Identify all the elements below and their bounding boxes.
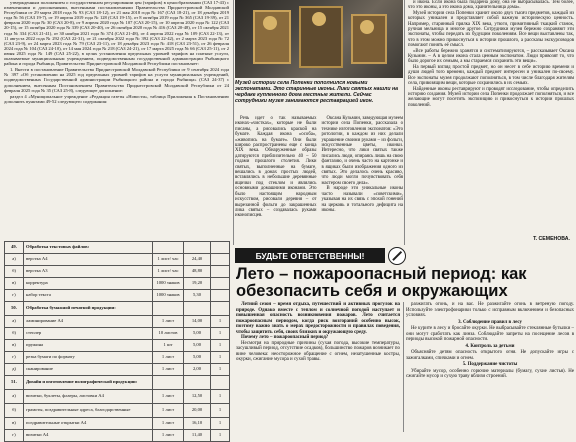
table-cell: 1 xyxy=(211,404,230,418)
table-cell: 1 xyxy=(211,316,230,328)
table-cell: 1 лист xyxy=(153,316,184,328)
article-paragraph: Летний сезон – время отдыха, путешествий и активных прогулок на природе. Однако вместе с теплом и солнечной погодой наступает и повышенная опасность возникновения пожаров. Лето считается пожароопасным периодом, когда риск возгораний особенно высок, поэтому важно знать о мерах предосторожности и правилах поведения, чтобы защитить себя, своих близких и окружающую среду. xyxy=(236,302,400,335)
table-row xyxy=(5,390,230,404)
article-paragraph: Несмотря на природные причины (сухая погода, высокие температуры, засушливый период, отсутствие осадков), большинство пожаров возникает по вине человека: неосторожное обращение с огнем, незатушенные костры, окурки, сжигание мусора и сухой травы. xyxy=(236,340,400,362)
continued-body xyxy=(406,0,576,108)
table-cell: 1 лист xyxy=(153,390,184,404)
rubric-banner: БУДЬТЕ ОТВЕТСТВЕННЫ! xyxy=(235,248,385,263)
table-cell: верстка А3 xyxy=(24,266,153,278)
table-section-row xyxy=(5,302,230,316)
table-cell: 1 xyxy=(211,430,230,442)
decree-paragraph: раздел 4 «Муниципальное учреждение «Редакция газеты «Новости», таблица Приложения к Постановлению дополнить пунктами 49-52 следующего содержания: xyxy=(4,93,229,104)
table-cell xyxy=(211,278,230,290)
table-cell: поздравительные открытки А4 xyxy=(24,418,153,430)
table-cell: 12,50 xyxy=(184,390,211,404)
table-cell: 5,30 xyxy=(184,290,211,302)
table-cell: набор текста xyxy=(24,290,153,302)
table-cell: 1 лист/ час xyxy=(153,254,184,266)
table-cell: корректура xyxy=(24,278,153,290)
fire-article-left xyxy=(236,302,400,432)
museum-article-continued xyxy=(406,0,576,245)
table-cell: Обработка текстовых файлов: xyxy=(24,242,153,254)
table-cell: 2,00 xyxy=(184,364,211,376)
table-section-row xyxy=(5,242,230,254)
halo-shape xyxy=(360,20,374,34)
article-paragraph: Почему лето – пожароопасный период? xyxy=(241,335,329,340)
halo-shape xyxy=(263,16,277,30)
table-cell: 19,20 xyxy=(184,278,211,290)
table-cell: визитки А4 xyxy=(24,430,153,442)
table-cell: пружина xyxy=(24,340,153,352)
decree-paragraph: утвержденным положением о государственном регулировании цен (тарифов) в ценообразовании (САЗ 17-43) с изменениями и дополнениями, внесенными постановлениями Правительства Приднестровской Молдавской Республики от 29 марта 2018 года № 93 (САЗ 18-12), от 21 мая 2018 года № 167 (САЗ 18-21), от 18 декабря 2019 года № 56 (САЗ 19-7), от 19 апреля 2019 года № 128 (САЗ 19-15), от 8 октября 2019 года № 365 (САЗ 19-39), от 21 февраля 2020 года № 30 (САЗ 20-8), от 9 апреля 2020 года № 107 (САЗ 20-15), от 10 апреля 2020 года № 122 (САЗ 20-15), от 15 октября 2020 года № 339 (САЗ 20-40), от 26 октября 2020 года № 416 (САЗ 20-48), от 15 октября 2021 года № 334 (САЗ 21-41), от 30 ноября 2021 года № 374 (САЗ 21-48), от 4 апреля 2022 года № 109 (САЗ 22-13), от 11 августа 2022 года № 292 (САЗ 22-31), от 21 октября 2022 года № 392 (САЗ 22-42), от 2 марта 2023 года № 72 (САЗ 23-9), от 24 марта 2023 года № 79 (САЗ 23-11), от 18 декабря 2023 года № 418 (САЗ 23-51), от 26 февраля 2024 года № 104 (САЗ 24-10), от 14 мая 2024 года № 218 (САЗ 24-21), от 17 марта 2025 года № 66 (САЗ 25-11), от 2 июня 2025 года № 149 (САЗ 25-22), в целях установления предельных уровней тарифов на платные услуги, оказываемые муниципальным учреждением, подведомственным государственной администрации Рыбницкого района и города Рыбница, Правительство Приднестровской Молдавской Республики постановляет: xyxy=(4,0,229,67)
article-headline: Лето – пожароопасный период: как обезопасить себя и окружающих xyxy=(236,265,527,300)
table-cell xyxy=(184,302,211,316)
table-row xyxy=(5,404,230,418)
photo-caption: Музей истории села Попенки пополнился новыми экспонатами. Это старинные иконы. Лики святых нашли на чердаке купленного дома местные жители. Сейчас сотрудники музея занимаются реставрацией икон. xyxy=(235,80,398,104)
table-cell: 1 xyxy=(211,340,230,352)
decree-paragraph: 1. Внести в постановление Правительства Приднестровской Молдавской Республики от 9 сентября 2024 года № 397 «Об установлении на 2025 год предельных уровней тарифов на услуги муниципальных учреждений, подведомственных Государственной администрации Рыбницкого района и города Рыбница» (САЗ 24-37) с дополнением, внесенным Постановлением Правительства Приднестровской Молдавской Республики от 24 февраля 2025 года № 35 (САЗ 25-8), следующее дополнение: xyxy=(4,67,229,93)
table-cell: а) xyxy=(5,254,24,266)
table-row xyxy=(5,430,230,442)
table-cell: 1 лист xyxy=(153,404,184,418)
fire-article-right xyxy=(406,302,574,432)
table-cell: б) xyxy=(5,328,24,340)
museum-article xyxy=(235,0,403,245)
article-paragraph: Найденные иконы реставрируют и проводят исследование, чтобы определить историю создания. Музей истории села Попенки продолжает пополняться, и все желающие могут посетить экспозицию и прикоснуться к истории прошлых поколений. xyxy=(408,86,574,108)
author-signature: Т. СЕМЕНОВА. xyxy=(533,236,570,242)
decree-column xyxy=(0,0,232,438)
table-cell: в) xyxy=(5,418,24,430)
table-row xyxy=(5,266,230,278)
column-divider xyxy=(233,0,234,245)
table-row xyxy=(5,340,230,352)
table-cell: 5,00 xyxy=(184,352,211,364)
table-cell: д) xyxy=(5,364,24,376)
table-cell: 1 xyxy=(211,352,230,364)
article-paragraph: На первый взгляд простой предмет, но он несет в себе историю времени и души людей того времени, каждый предмет интересен и уникален по-своему. Все экспонаты музея продолжают пополняться, в том числе благодаря жителям села, привозящим вещи, которые сохранились в их семьях. xyxy=(408,64,574,87)
table-cell: а) xyxy=(5,316,24,328)
table-cell xyxy=(211,266,230,278)
table-cell: Дизайн и изготовление полиграфической продукции: xyxy=(24,376,153,390)
table-cell: 1 лист xyxy=(153,364,184,376)
table-cell: Обработка бумажной печатной продукции: xyxy=(24,302,153,316)
table-cell: 1 xyxy=(211,390,230,404)
table-cell: 1 xyxy=(211,418,230,430)
article-paragraph: Оксана Кузьмин, заведующая музеем истории села Попенки, рассказала о технике изготовления экспонатов: «Это ротологии, в каждом из них делали украшение своими руками – из фольги, искусственные цветы, иконки. Интересно, что лики святых также писались люди, опираясь лишь на свою фантазию, и очень часто на картонке и в ящиках были изображения одного из святых. Это делалось очень красиво, что люди могли почувствовать себя мастером своего дела». xyxy=(321,116,403,186)
table-cell: 49. xyxy=(5,242,24,254)
article-subheading: 3. Соблюдение правил в лесу xyxy=(458,319,522,325)
table-cell: 1 xyxy=(211,364,230,376)
table-cell: 10 листов xyxy=(153,328,184,340)
table-row xyxy=(5,290,230,302)
table-cell: 14,00 xyxy=(184,316,211,328)
table-cell xyxy=(153,302,184,316)
column-divider xyxy=(403,302,404,432)
table-cell: ламинирование А4 xyxy=(24,316,153,328)
museum-article-body xyxy=(235,116,403,244)
table-cell: 1000 знаков xyxy=(153,290,184,302)
table-cell: 20,00 xyxy=(184,404,211,418)
table-cell: 50. xyxy=(5,302,24,316)
article-subheading: 4. Контроль за детьми xyxy=(465,343,515,349)
halo-shape xyxy=(312,12,326,26)
table-cell: б) xyxy=(5,266,24,278)
table-cell xyxy=(211,254,230,266)
table-cell: в) xyxy=(5,278,24,290)
column-divider xyxy=(404,0,405,245)
table-cell: 16,10 xyxy=(184,418,211,430)
table-cell xyxy=(211,376,230,390)
article-subheading: 5. Поддержание чистоты xyxy=(462,362,518,367)
table-cell xyxy=(211,290,230,302)
table-row xyxy=(5,352,230,364)
table-cell: верстка А4 xyxy=(24,254,153,266)
table-section-row xyxy=(5,376,230,390)
article-paragraph: Речь идет о так называемых иконах-«чистках», которые не были писаны, а рисовались краской на бумаге. Каждая икона «особа», «живопись на бумаге». Они были широко распространены еще с конца XIX века. Обнаруженные образы датируются приблизительно 40 – 50 годами прошлого столетия. Лики святых, выполненные на бумаге, вешались в домах простых людей, вставлялись в небольшие деревянные ящички под стеклом и являлись основными домашними иконами. Это было настоящим народным искусством, рисовали деревня – от вырезанной фольги до закрашенных лика святых – создавалась руками иконописцев. xyxy=(235,116,317,219)
decree-text xyxy=(0,0,232,104)
article-paragraph: Не курите в лесу и бросайте окурки. Не выбрасывайте стеклянные бутылки – они могут сработать как линза. Соблюдайте запреты на посещение лесов в периоды высокой пожарной опасности. xyxy=(406,326,574,342)
table-row xyxy=(5,278,230,290)
table-row xyxy=(5,316,230,328)
table-cell: визитки, буклеты, флаеры, листовки А4 xyxy=(24,390,153,404)
table-cell: 1 шт xyxy=(153,340,184,352)
table-cell: б) xyxy=(5,404,24,418)
table-cell: степлер xyxy=(24,328,153,340)
table-cell: 1 xyxy=(211,328,230,340)
table-cell: 1 лист xyxy=(153,352,184,364)
table-cell xyxy=(153,242,184,254)
table-row xyxy=(5,328,230,340)
table-cell xyxy=(211,302,230,316)
table-cell: грамоты, поздравительные адреса, благодарственные xyxy=(24,404,153,418)
icons-photo xyxy=(235,0,403,78)
table-cell: г) xyxy=(5,352,24,364)
article-paragraph: Объясняйте детям опасность открытого огня. Не допускайте игры с зажигалками, спичками и огнем. xyxy=(406,350,574,361)
article-paragraph: разжигать огонь, и на вас. Не разжигайте огонь в ветреную погоду. Используйте электрофонарики только с исправным включением и безопасных условиях. xyxy=(406,302,574,318)
tariff-table xyxy=(4,241,230,442)
article-paragraph: и икона. Если икона была подарена дому, она не выбрасывалась. Тем более, что это иконы, а это икона дома, хранительница дома». xyxy=(408,0,574,11)
table-cell xyxy=(211,242,230,254)
table-cell xyxy=(184,376,211,390)
table-cell: сканирование xyxy=(24,364,153,376)
table-row xyxy=(5,364,230,376)
table-cell: 1 лист xyxy=(153,418,184,430)
table-cell: 5,00 xyxy=(184,328,211,340)
table-cell: 48,80 xyxy=(184,266,211,278)
table-cell: 24,40 xyxy=(184,254,211,266)
table-cell: резка бумаги по формату xyxy=(24,352,153,364)
table-cell: 11,40 xyxy=(184,430,211,442)
table-cell: г) xyxy=(5,430,24,442)
table-cell: 1 лист/ час xyxy=(153,266,184,278)
no-fire-icon xyxy=(388,247,406,265)
table-row xyxy=(5,418,230,430)
table-cell xyxy=(184,242,211,254)
article-paragraph: «Все работы бережно хранятся и систематизируются, – рассказывает Оксана Кузьмин. – А в целом икона стала ценным экспонатом. Люди привозят то, что было дорогое их семьям, а мы стараемся сохранить эти вещи». xyxy=(408,48,574,65)
table-cell: г) xyxy=(5,290,24,302)
table-row xyxy=(5,254,230,266)
table-cell: в) xyxy=(5,340,24,352)
table-cell: 5,00 xyxy=(184,340,211,352)
table-cell: а) xyxy=(5,390,24,404)
table-cell: 51. xyxy=(5,376,24,390)
article-paragraph: Убирайте мусор, особенно горючие материалы (бумагу, сухие листья). Не сжигайте мусор и сухую траву вблизи строений. xyxy=(406,368,574,379)
table-cell: 1000 знаков xyxy=(153,278,184,290)
article-paragraph: В народе эти уникальные иконы часто называли «советскими», указывая на их связь с эпохой гонений на церковь и тотального дефицита на иконы. xyxy=(321,186,403,213)
table-cell xyxy=(153,376,184,390)
article-paragraph: Музей истории села Попенки хранит около двух тысяч предметов, каждый из которых уникален и представляет собой важную историческую ценность. Например, старинный прялка XIX века, утюги, примитивный ткацкий станок, ручная мельница и многое другое. Сотрудники музея бережно сохраняют эти экспонаты, чтобы передать их будущим поколениям. Все вещи выставлены так, что в этом можно прикоснуться к истории прошлого, а рассказы экскурсоводов помогают понять её смысл. xyxy=(408,10,574,49)
table-cell: 1 лист xyxy=(153,430,184,442)
